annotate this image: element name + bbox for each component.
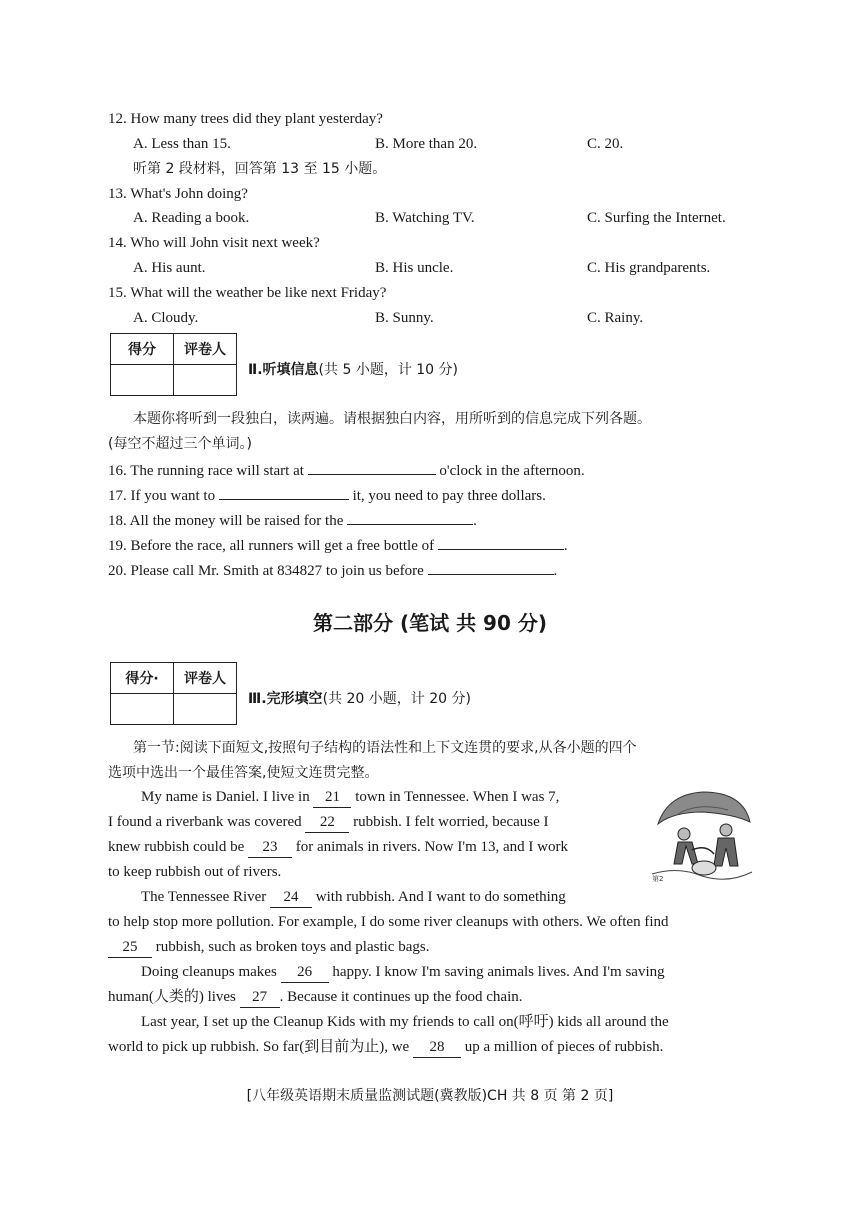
passage-text: The Tennessee River [141,889,267,905]
question-16-text-after: o'clock in the afternoon. [439,463,585,479]
passage-line [108,1037,663,1058]
grader-label: 评卷人 [174,663,237,694]
question-17-text-after: it, you need to pay three dollars. [352,488,546,504]
score-label: 得分 [111,334,174,365]
passage-text: human(人类的) lives [108,989,236,1005]
question-19-text-after: . [563,538,568,554]
blank-26[interactable]: 26 [281,962,329,983]
question-15-stem: 15. What will the weather be like next Friday? [108,285,387,301]
question-15-option-c: C. Rainy. [587,310,644,326]
question-14-option-b: B. His uncle. [375,260,454,276]
part-2-title: 第二部分 (笔试 共 90 分) [313,611,547,635]
passage-line [108,937,429,958]
question-20-text: 20. Please call Mr. Smith at 834827 to join us before [108,563,424,579]
score-box-section-2 [110,333,237,396]
question-18-text-after: . [473,513,477,529]
grader-cell [174,365,237,396]
question-20-blank[interactable] [428,560,554,575]
passage-text: Doing cleanups makes [141,964,277,980]
question-12-option-b: B. More than 20. [375,136,478,152]
illustration-caption: 第2 [652,875,664,883]
question-14-option-c: C. His grandparents. [587,260,711,276]
section-3-detail: (共 20 小题，计 20 分) [322,691,471,707]
blank-27[interactable]: 27 [240,987,280,1008]
passage-text: rubbish, such as broken toys and plastic bags. [155,939,430,955]
passage-line [108,812,549,833]
blank-24[interactable]: 24 [270,887,312,908]
passage-text: knew rubbish could be [108,839,245,855]
passage-text: world to pick up rubbish. So far(到目前为止), we [108,1039,410,1055]
question-17-text: 17. If you want to [108,488,216,504]
passage-text: I found a riverbank was covered [108,814,302,830]
passage-line: to keep rubbish out of rivers. [108,864,282,880]
river-cleanup-illustration [648,784,756,884]
question-20 [108,560,557,581]
question-18 [108,510,477,531]
question-16-text: 16. The running race will start at [108,463,304,479]
blank-21[interactable]: 21 [313,787,351,808]
question-16-blank[interactable] [308,460,436,475]
passage-text: happy. I know I'm saving animals lives. And I'm saving [332,964,665,980]
passage-line [108,987,523,1008]
question-13-stem: 13. What's John doing? [108,186,248,202]
score-box-section-3 [110,662,237,725]
passage-line [141,787,559,808]
section-3-title: 完形填空 [266,691,323,707]
blank-25[interactable]: 25 [108,937,152,958]
passage-text: up a million of pieces of rubbish. [464,1039,664,1055]
grader-label: 评卷人 [174,334,237,365]
question-13-option-a: A. Reading a book. [133,210,250,226]
question-17-blank[interactable] [219,485,349,500]
section-2-detail: (共 5 小题，计 10 分) [318,362,458,378]
blank-28[interactable]: 28 [413,1037,461,1058]
question-20-text-after: . [553,563,558,579]
question-13-option-c: C. Surfing the Internet. [587,210,726,226]
question-17 [108,485,546,506]
grader-cell [174,694,237,725]
question-16 [108,460,585,481]
question-15-option-a: A. Cloudy. [133,310,199,326]
question-15-option-b: B. Sunny. [375,310,434,326]
passage-text: rubbish. I felt worried, because I [353,814,549,830]
question-19-text: 19. Before the race, all runners will get a free bottle of [108,538,435,554]
section-3-heading [248,688,471,708]
passage-text: for animals in rivers. Now I'm 13, and I work [295,839,568,855]
passage-text: with rubbish. And I want to do something [315,889,566,905]
passage-line [141,887,566,908]
cloze-intro-line-2: 选项中选出一个最佳答案,使短文连贯完整。 [108,765,379,781]
question-12-option-c: C. 20. [587,136,624,152]
score-label: 得分· [111,663,174,694]
passage-line: to help stop more pollution. For example, I do some river cleanups with others. We often find [108,914,669,930]
passage-text: My name is Daniel. I live in [141,789,310,805]
section-3-numeral: Ⅲ. [248,691,267,707]
score-cell [111,694,174,725]
score-cell [111,365,174,396]
passage-text: town in Tennessee. When I was 7, [355,789,560,805]
cloze-intro-line-1: 第一节:阅读下面短文,按照句子结构的语法性和上下文连贯的要求,从各小题的四个 [133,740,637,756]
question-19 [108,535,568,556]
passage-line [141,962,665,983]
passage-line [108,837,568,858]
section-2-heading [248,359,458,379]
section-2-intro-line-2: (每空不超过三个单词。) [108,436,252,452]
blank-22[interactable]: 22 [305,812,349,833]
question-12-option-a: A. Less than 15. [133,136,231,152]
passage-line: Last year, I set up the Cleanup Kids with my friends to call on(呼吁) kids all around the [141,1014,669,1030]
question-18-text: 18. All the money will be raised for the [108,513,344,529]
listening-instruction-2: 听第 2 段材料，回答第 13 至 15 小题。 [133,161,387,177]
question-14-option-a: A. His aunt. [133,260,206,276]
question-14-stem: 14. Who will John visit next week? [108,235,320,251]
blank-23[interactable]: 23 [248,837,292,858]
section-2-title: 听填信息 [262,362,319,378]
page-footer: [八年级英语期末质量监测试题(冀教版)CH 共 8 页 第 2 页] [246,1088,614,1104]
question-13-option-b: B. Watching TV. [375,210,475,226]
passage-text: . Because it continues up the food chain. [279,989,523,1005]
section-2-intro-line-1: 本题你将听到一段独白，读两遍。请根据独白内容，用所听到的信息完成下列各题。 [133,411,651,427]
question-12-stem: 12. How many trees did they plant yesterday? [108,111,383,127]
question-19-blank[interactable] [438,535,564,550]
question-18-blank[interactable] [347,510,473,525]
section-2-numeral: Ⅱ. [248,362,263,378]
